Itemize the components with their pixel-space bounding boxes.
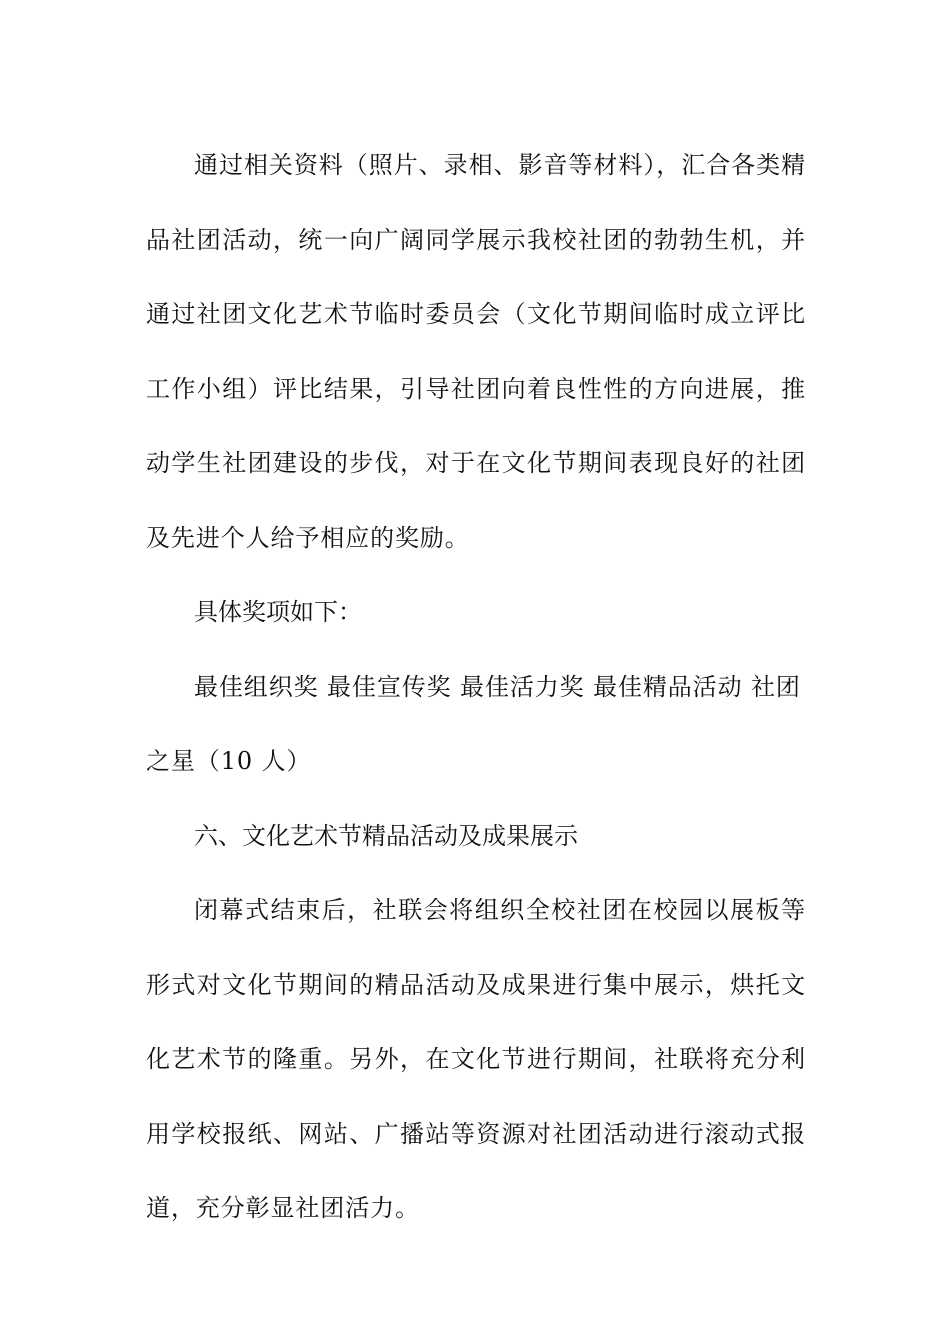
- paragraph-exhibition: 闭幕式结束后，社联会将组织全校社团在校园以展板等形式对文化节期间的精品活动及成果进行集中展示，烘托文化艺术节的隆重。另外，在文化节进行期间，社联将充分利用学校报纸、网站、广播站等资源对社团活动进行滚动式报道，充分彰显社团活力。: [146, 896, 806, 1222]
- paragraph-intro: 通过相关资料（照片、录相、影音等材料），汇合各类精品社团活动，统一向广阔同学展示我校社团的勃勃生机，并通过社团文化艺术节临时委员会（文化节期间临时成立评比工作小组）评比结果，引导社团向着良性性的方向进展，推动学生社团建设的步伐，对于在文化节期间表现良好的社团及先进个人给予相应的奖励。: [146, 151, 806, 552]
- paragraph-awards-heading: 具体奖项如下：: [194, 598, 362, 626]
- section-heading-six: 六、文化艺术节精品活动及成果展示: [194, 821, 578, 850]
- paragraph-awards-list: 最佳组织奖 最佳宣传奖 最佳活力奖 最佳精品活动 社团之星（10 人）: [146, 672, 801, 775]
- document-body: [146, 128, 806, 1246]
